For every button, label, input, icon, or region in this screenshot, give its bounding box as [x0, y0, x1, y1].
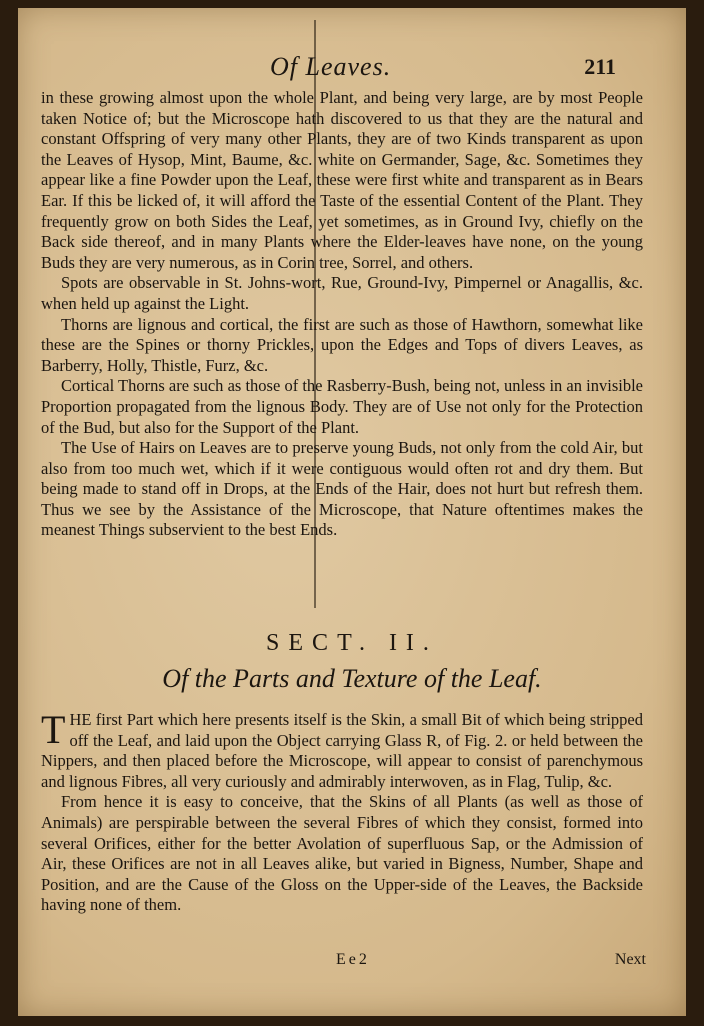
- paragraph: Spots are observable in St. Johns-wort, Rue, Ground-Ivy, Pimpernel or Anagallis, &c. when held up against the Light.: [41, 273, 643, 313]
- paragraph: Cortical Thorns are such as those of the Rasberry-Bush, being not, unless in an invisible Proportion propagated from the lignous Body. They are of Use not only for the Protection of the Bud, but also for the Support of the Plant.: [41, 376, 643, 437]
- section-text: [41, 707, 643, 916]
- catchword: Next: [614, 951, 646, 968]
- paragraph-text: HE first Part which here presents itself is the Skin, a small Bit of which being stripped off the Leaf, and laid upon the Object carrying Glass R, of Fig. 2. or held between the Nippers, and then placed before the Microscope, will appear to consist of parenchymous and lignous Fibres, all very curiously and admirably interwoven, as in Flag, Tulip, &c.: [41, 710, 643, 791]
- signature-mark: Ee2: [336, 951, 370, 968]
- paragraph: [41, 707, 643, 792]
- body-text: [41, 88, 643, 541]
- paragraph: From hence it is easy to conceive, that the Skins of all Plants (as well as those of Animals) are perspirable between the several Fibres of which they consist, formed into several Orifices, either for the better Avolation of superfluous Sap, or the Admission of Air, these Orifices are not in all Leaves alike, but varied in Bigness, Number, Shape and Position, and are the Cause of the Gloss on the Upper-side of the Leaves, the Backside having none of them.: [41, 792, 643, 915]
- drop-cap: T: [41, 707, 66, 752]
- section-title: Of the Parts and Texture of the Leaf.: [162, 664, 542, 693]
- paragraph: Thorns are lignous and cortical, the first are such as those of Hawthorn, somewhat like these are the Spines or thorny Prickles, upon the Edges and Tops of divers Leaves, as Barberry, Holly, Thistle, Furz, &c.: [41, 314, 643, 375]
- paragraph: The Use of Hairs on Leaves are to preserve young Buds, not only from the cold Air, but also from too much wet, which if it were contiguous would often rot and dry them. But being made to stand off in Drops, at the Ends of the Hair, does not hurt but refresh them. Thus we see by the Assistance of the Microscope, that Nature oftentimes makes the meanest Things subservient to the best Ends.: [41, 438, 643, 540]
- book-page: [18, 8, 686, 1016]
- page-number: 211: [584, 54, 616, 79]
- page-header: [18, 52, 686, 88]
- running-head: Of Leaves.: [270, 52, 392, 81]
- section-heading: SECT. II.: [266, 630, 438, 656]
- paragraph: in these growing almost upon the whole Plant, and being very large, are by most People taken Notice of; but the Microscope hath discovered to us that they are the natural and constant Offspring of very many other Plants, they are of two Kinds transparent as upon the Leaves of Hysop, Mint, Baume, &c. white on Germander, Sage, &c. Sometimes they appear like a fine Powder upon the Leaf, these were first white and transparent as in Bears Ear. If this be licked of, it will afford the Taste of the essential Content of the Plant. They frequently grow on both Sides the Leaf, yet sometimes, as in Ground Ivy, chiefly on the Back side thereof, and in many Plants where the Elder-leaves have none, on the young Buds they are very numerous, as in Corin tree, Sorrel, and others.: [41, 88, 643, 272]
